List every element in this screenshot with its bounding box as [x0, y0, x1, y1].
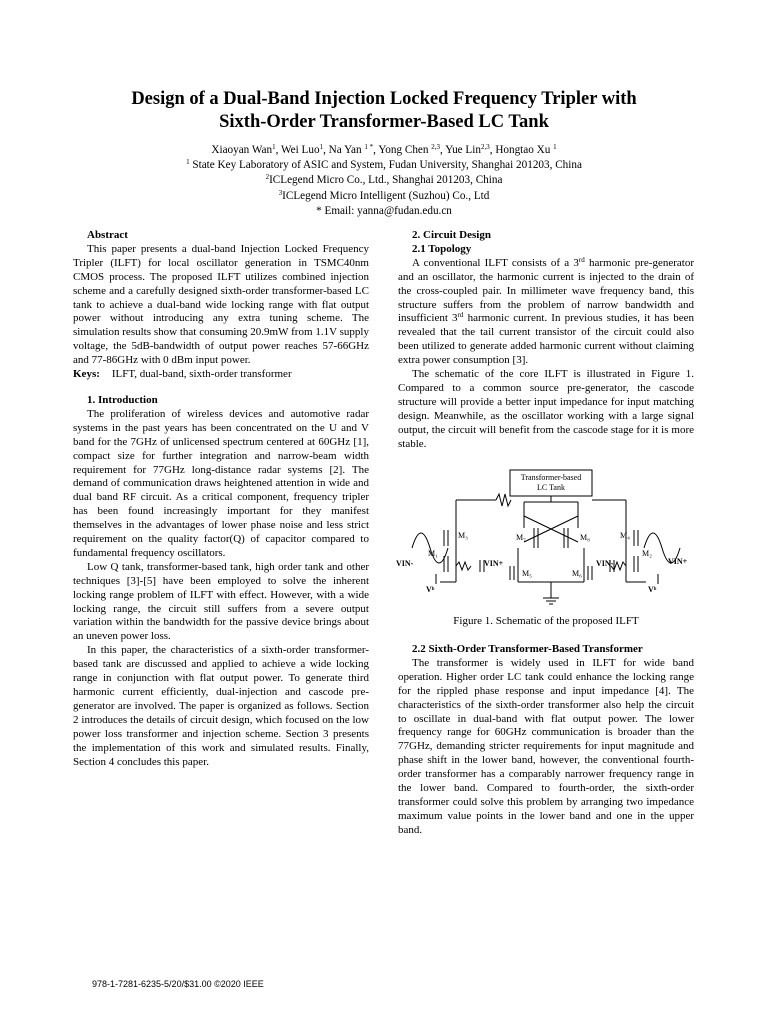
m7-label: M₇ — [516, 533, 526, 542]
right-column-top — [398, 229, 694, 452]
affiliation-1: $^1$ State Key Laboratory of ASIC and System, Fudan University, Shanghai 201203, China — [186, 158, 582, 172]
vin-minus-left-label: VIN- — [396, 559, 414, 568]
vb-left-label: Vᵇ — [426, 585, 435, 594]
transformer-heading: 2.2 Sixth-Order Transformer-Based Transformer — [412, 643, 643, 655]
circuit-design-heading: 2. Circuit Design — [412, 229, 491, 241]
m4-label: M₄ — [620, 531, 630, 540]
topology-paragraph-1: A conventional ILFT consists of a 3rd harmonic pre-generator and an oscillator, the harmonic current is injected to the drain of the cross-coupled pair. In millimeter wave frequency band, this structure suffers from the problem of narrow bandwidth and insufficient 3rd harmonic current. In previous studies, it has been revealed that the tail current transistor of the circuit could also been utilized to generate added harmonic current without claiming extra power consumption [3]. — [398, 255, 694, 367]
vb-right-label: Vᵇ — [648, 585, 657, 594]
m1-label: M₁ — [428, 549, 438, 558]
vin-minus-right-label: VIN- — [596, 559, 614, 568]
ilft-schematic-figure — [396, 466, 698, 614]
m2-label: M₂ — [642, 549, 652, 558]
abstract-text: This paper presents a dual-band Injection Locked Frequency Tripler (ILFT) for local oscillator generation in TSMC40nm CMOS process. The proposed ILFT utilizes combined injection scheme and a carefully designed sixth-order transformer-based LC tank to achieve a dual-band wide locking range with flat output power without introducing any extra tuning scheme. The simulation results show that consuming 20.9mW from 1.1V supply voltage, the 5dB-bandwidth of output power reaches 57-66GHz and 77-86GHz with 0 dBm input power. — [73, 242, 369, 367]
intro-paragraph: Low Q tank, transformer-based tank, high order tank and other techniques [3]-[5] have been employed to solve the inherent locking range problem of ILFT with effect. However, with a wide locking range, the circuit still suffers from a severe output variation within the bandwidth for the passive device brings about an uneven power loss. — [73, 560, 369, 643]
vin-plus-right-label: VIN+ — [668, 557, 688, 566]
tank-label-1: Transformer-based — [520, 473, 582, 482]
affiliation-3: $^3$ICLegend Micro Intelligent (Suzhou) Co., Ltd — [278, 188, 490, 202]
m3-label: M₃ — [458, 531, 468, 540]
email-line: * Email: yanna@fudan.edu.cn — [316, 204, 452, 217]
topology-paragraph-2: The schematic of the core ILFT is illustrated in Figure 1. Compared to a common source pre-generator, the cascode structure will provide a better input impedance for input matching design. Meanwhile, as the oscillator working with a large signal output, the circuit will benefit from the cascode stage for it is more stable. — [398, 368, 694, 450]
title-line-2: Sixth-Order Transformer-Based LC Tank — [219, 112, 549, 132]
keywords-line: Keys: ILFT, dual-band, sixth-order transformer — [73, 368, 292, 381]
m6-label: M₆ — [572, 569, 582, 578]
author-block — [40, 143, 728, 219]
m5-label: M₅ — [522, 569, 532, 578]
right-column-bottom — [398, 643, 694, 838]
copyright-footer: 978-1-7281-6235-5/20/$31.00 ©2020 IEEE — [92, 979, 264, 989]
abstract-heading: Abstract — [87, 229, 128, 241]
title-line-1: Design of a Dual-Band Injection Locked Frequency Tripler with — [131, 89, 637, 109]
topology-heading: 2.1 Topology — [412, 242, 472, 255]
tank-label-2: LC Tank — [537, 483, 565, 492]
vin-plus-left-label: VIN+ — [484, 559, 504, 568]
paper-title — [40, 88, 728, 134]
affiliation-2: $^2$ICLegend Micro Co., Ltd., Shanghai 201203, China — [265, 173, 503, 187]
transformer-paragraph: The transformer is widely used in ILFT for wide band operation. Higher order LC tank could enhance the locking range for the rippled phase response and input impedance [4]. The characteristics of the sixth-order transformer also help the circuit to oscillate in dual-band with flat output power. The lower frequency range for 60GHz communication is broader than the 77GHz, demanding stricter requirements for input magnitude and phase shift in the lower band, however, the conventional fourth-order transformer has a comparably narrower frequency range in the lower band. Compared to fourth-order, the sixth-order transformer could solve this problem by arranging two impedance maximum value points in the lower band and one in the upper band. — [398, 656, 694, 836]
intro-paragraph: In this paper, the characteristics of a sixth-order transformer-based tank are discussed and applied to achieve a wide locking range in conjunction with flat output power. To generate third harmonic current efficiently, dual-injection and cascode pre-generator are involved. The paper is organized as follows. Section 2 introduces the details of circuit design, which focused on the low power loss transformer and injection scheme. Section 3 presents the implementation of this work and simulated results. Finally, Section 4 concludes this paper. — [73, 644, 369, 768]
m8-label: M₈ — [580, 533, 590, 542]
introduction-heading: 1. Introduction — [87, 393, 158, 406]
figure-caption: Figure 1. Schematic of the proposed ILFT — [453, 615, 639, 627]
author-list: Xiaoyan Wan$^1$, Wei Luo$^1$, Na Yan $^{1 *}$, Yong Chen $^{2,3}$, Yue Lin$^{2,3}$, Hongtao Xu $^1$ — [211, 143, 557, 156]
left-column — [73, 229, 369, 769]
intro-paragraph: The proliferation of wireless devices and automotive radar systems in the past years has been concentrated on the U and V band for the 7GHz of unlicensed spectrum centered at 60GHz [1], compact size for further integration and narrow-beam width requirement for 77GHz long-distance radar systems [2]. The demand of communication draws heightened attention in wide and dual band RF circuit. As a critical component, frequency tripler has been found increasingly important for they manifest themselves in the advantages of lower phase noise and less strict requirement on the quality factor(Q) of capacitor compared to fundamental frequency oscillators. — [73, 407, 369, 559]
